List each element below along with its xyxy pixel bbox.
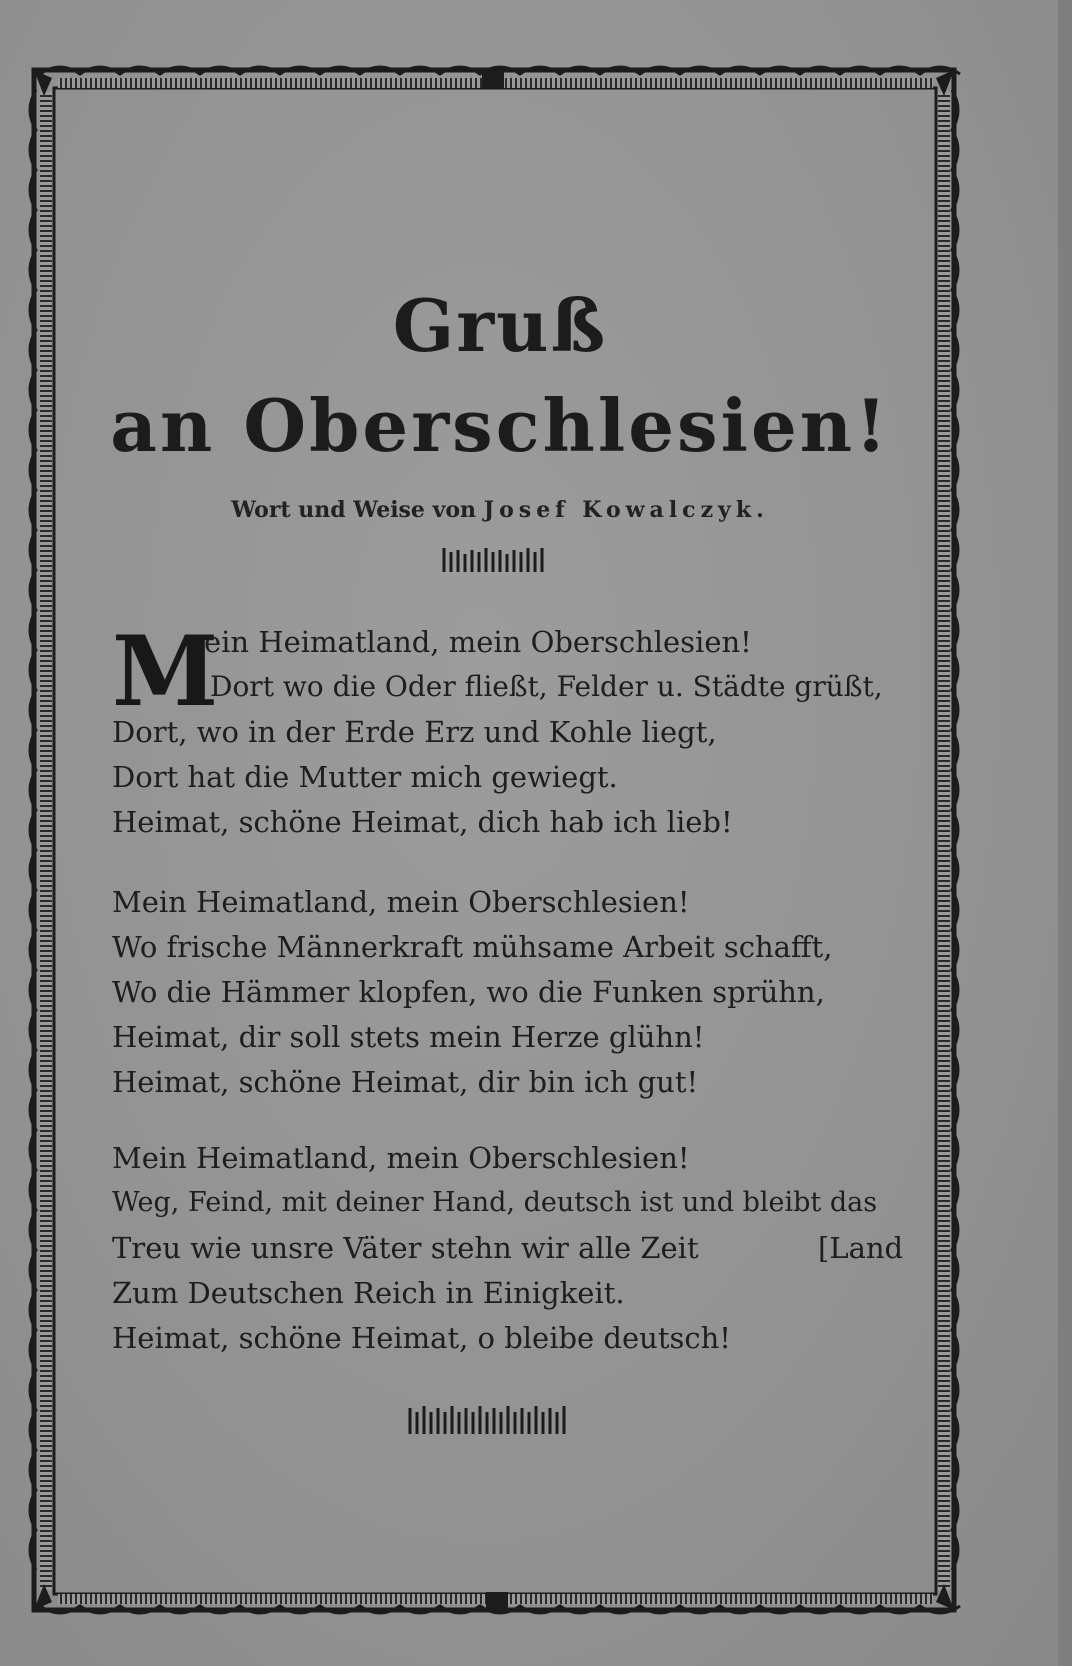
verse-2-line-4: Heimat, dir soll stets mein Herze glühn! — [112, 1020, 705, 1054]
verse-3-line-1: Mein Heimatland, mein Oberschlesien! — [112, 1141, 690, 1175]
verse-1-dropcap: M — [112, 615, 219, 728]
verse-2-line-3: Wo die Hämmer klopfen, wo die Funken sprühn, — [112, 975, 825, 1009]
verse-2-line-2: Wo frische Männerkraft mühsame Arbeit schafft, — [112, 930, 833, 964]
page-edge-shadow — [1058, 0, 1072, 1666]
verse-1-line-4: Dort hat die Mutter mich gewiegt. — [112, 760, 618, 794]
verse-1-line-2: Dort wo die Oder fließt, Felder u. Städte grüßt, — [210, 670, 883, 703]
verse-3-line-3: Treu wie unsre Väter stehn wir alle Zeit — [112, 1231, 699, 1265]
verse-1-line-5: Heimat, schöne Heimat, dich hab ich lieb! — [112, 805, 733, 839]
byline — [0, 497, 1000, 523]
page-title-line-2: an Oberschlesien! — [110, 383, 890, 468]
verse-1-line-1: ein Heimatland, mein Oberschlesien! — [204, 625, 752, 659]
byline-prefix: Wort und Weise von — [231, 497, 477, 523]
verse-1-line-3: Dort, wo in der Erde Erz und Kohle liegt, — [112, 715, 717, 749]
verse-2-line-1: Mein Heimatland, mein Oberschlesien! — [112, 885, 690, 919]
verse-2-line-5: Heimat, schöne Heimat, dir bin ich gut! — [112, 1065, 699, 1099]
verse-3-bracket-note: [Land — [818, 1231, 904, 1265]
verse-3-line-4: Zum Deutschen Reich in Einigkeit. — [112, 1276, 625, 1310]
byline-author: Josef Kowalczyk. — [483, 497, 769, 523]
verse-3-line-5: Heimat, schöne Heimat, o bleibe deutsch! — [112, 1321, 731, 1355]
verse-3-line-2: Weg, Feind, mit deiner Hand, deutsch ist und bleibt das — [112, 1187, 878, 1218]
page-title-line-1: Gruß — [392, 283, 608, 368]
